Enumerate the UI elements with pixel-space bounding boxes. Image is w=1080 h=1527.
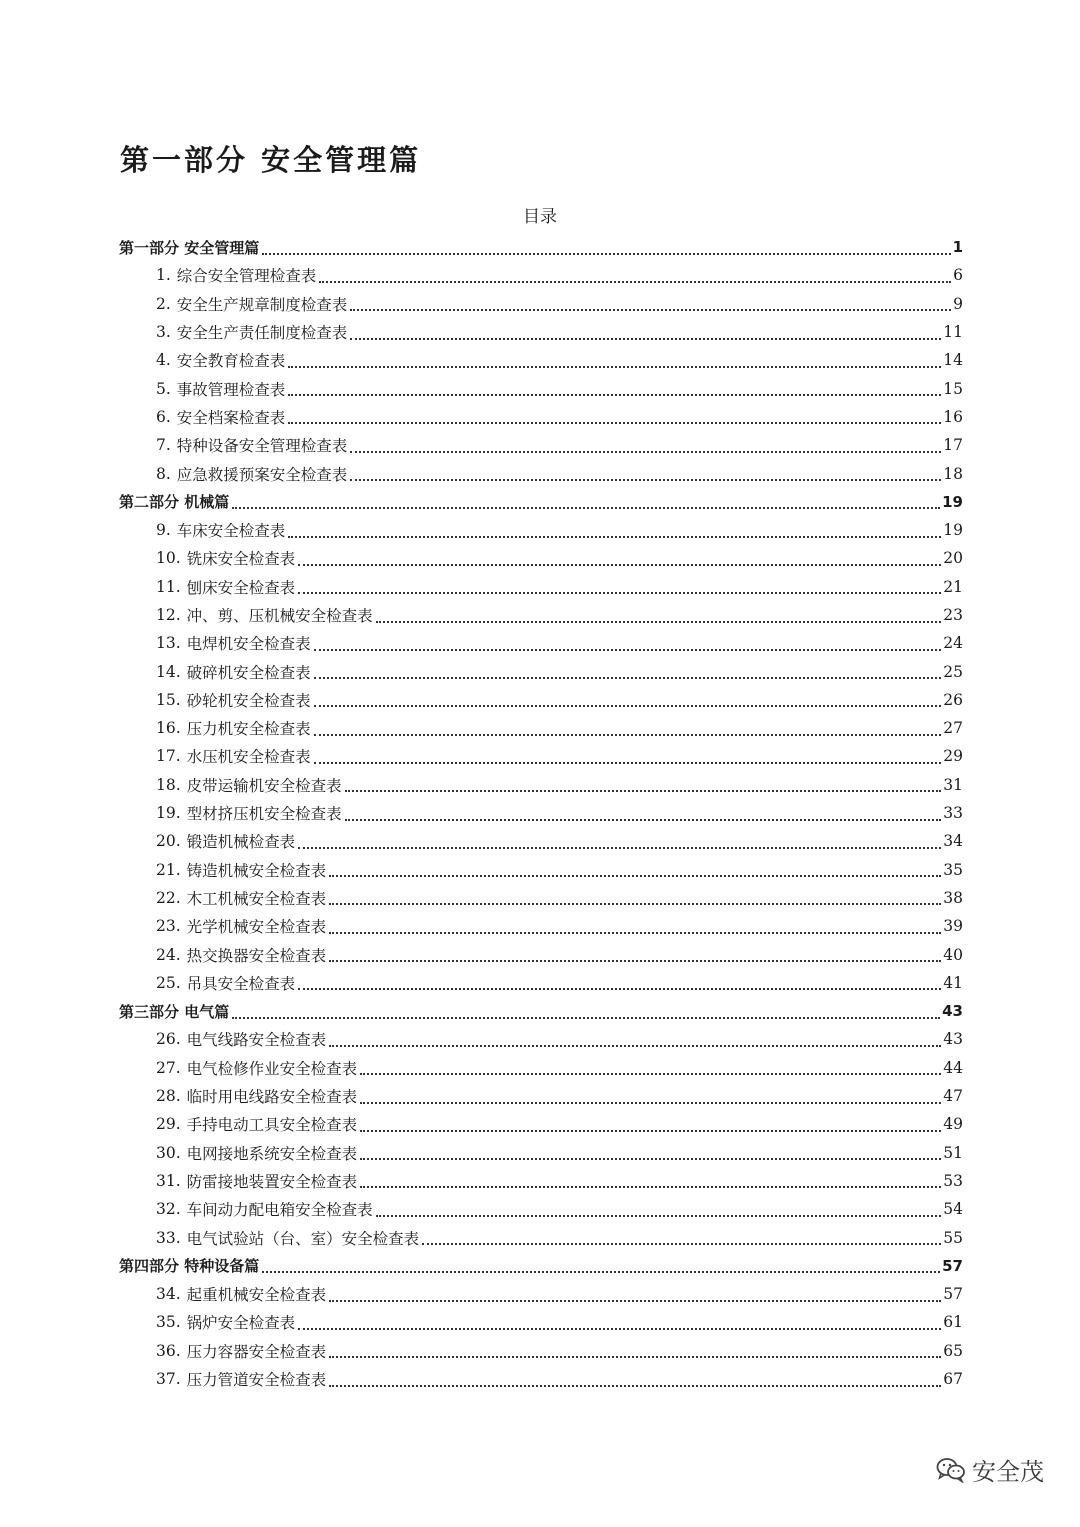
- watermark-text: 安全茂: [972, 1458, 1044, 1486]
- toc-leader-dots: [314, 648, 942, 651]
- toc-page-number: 57: [943, 1285, 963, 1304]
- toc-leader-dots: [329, 1044, 941, 1047]
- toc-entry-label: 第四部分 特种设备篇: [119, 1257, 260, 1276]
- toc-leader-dots: [314, 761, 942, 764]
- toc-entry-label: 压力管道安全检查表: [186, 1371, 327, 1390]
- toc-entry-number: 18.: [156, 775, 181, 794]
- toc-page-number: 1: [952, 238, 963, 257]
- toc-page-number: 61: [943, 1313, 963, 1332]
- toc-entry-number: 23.: [156, 917, 181, 936]
- toc-page-number: 34: [943, 832, 963, 851]
- toc-entry[interactable]: [119, 940, 963, 968]
- toc-page-number: 21: [943, 577, 963, 596]
- toc-leader-dots: [319, 280, 951, 283]
- toc-entry-label: 安全生产责任制度检查表: [176, 324, 348, 343]
- toc-entry-number: 6.: [156, 407, 171, 426]
- toc-entry-label: 光学机械安全检查表: [186, 918, 327, 937]
- page-title: 第一部分 安全管理篇: [120, 143, 422, 177]
- toc-entry-label: 水压机安全检查表: [186, 748, 311, 767]
- toc-entry-label: 吊具安全检查表: [186, 974, 296, 993]
- toc-entry-label: 事故管理检查表: [176, 380, 286, 399]
- toc-page-number: 51: [943, 1143, 963, 1162]
- toc-entry-label: 安全档案检查表: [176, 408, 286, 427]
- toc-page-number: 11: [943, 323, 963, 342]
- toc-entry-number: 14.: [156, 662, 181, 681]
- toc-leader-dots: [360, 1101, 941, 1104]
- toc-page-number: 40: [943, 945, 963, 964]
- toc-entry[interactable]: [119, 629, 963, 657]
- toc-entry-label: 电气线路安全检查表: [186, 1031, 327, 1050]
- toc-entry[interactable]: [119, 1223, 963, 1251]
- toc-entry-number: 15.: [156, 690, 181, 709]
- toc-leader-dots: [360, 1185, 941, 1188]
- toc-entry-label: 车床安全检查表: [176, 522, 286, 541]
- toc-part-entry[interactable]: [119, 488, 963, 516]
- toc-leader-dots: [329, 1355, 941, 1358]
- toc-entry[interactable]: [119, 1139, 963, 1167]
- toc-page-number: 19: [942, 492, 963, 511]
- toc-entry-number: 1.: [156, 266, 171, 285]
- toc-leader-dots: [288, 393, 941, 396]
- toc-entry-label: 铸造机械安全检查表: [186, 861, 327, 880]
- toc-leader-dots: [345, 789, 942, 792]
- toc-page-number: 25: [943, 662, 963, 681]
- toc-page-number: 33: [943, 804, 963, 823]
- toc-entry-number: 31.: [156, 1171, 181, 1190]
- toc-leader-dots: [376, 620, 942, 623]
- toc-page-number: 23: [943, 606, 963, 624]
- toc-page-number: 39: [943, 917, 963, 936]
- toc-page-number: 29: [943, 747, 963, 766]
- toc-page-number: 49: [943, 1115, 963, 1134]
- toc-entry[interactable]: [119, 431, 963, 459]
- toc-entry-label: 特种设备安全管理检查表: [176, 437, 348, 456]
- toc-leader-dots: [329, 931, 941, 934]
- toc-entry[interactable]: [119, 799, 963, 827]
- toc-entry[interactable]: [119, 1110, 963, 1138]
- toc-entry-label: 破碎机安全检查表: [186, 663, 311, 682]
- toc-leader-dots: [360, 1072, 941, 1075]
- toc-entry-label: 锻造机械检查表: [186, 833, 296, 852]
- toc-page-number: 15: [943, 379, 963, 398]
- toc-leader-dots: [329, 1299, 941, 1302]
- toc-entry-number: 9.: [156, 521, 171, 540]
- toc-entry-number: 4.: [156, 351, 171, 370]
- toc-entry[interactable]: [119, 1308, 963, 1336]
- toc-leader-dots: [350, 450, 941, 453]
- toc-entry-number: 29.: [156, 1115, 181, 1134]
- toc-leader-dots: [298, 1327, 941, 1330]
- toc-entry-label: 冲、剪、压机械安全检查表: [186, 607, 373, 625]
- toc-page-number: 14: [943, 351, 963, 370]
- toc-page-number: 47: [943, 1087, 963, 1106]
- toc-entry[interactable]: [119, 827, 963, 855]
- toc-entry[interactable]: [119, 912, 963, 940]
- toc-entry[interactable]: [119, 1337, 963, 1365]
- toc-entry-number: 11.: [156, 577, 181, 596]
- toc-page-number: 43: [942, 1002, 963, 1021]
- toc-page-number: 27: [943, 719, 963, 738]
- toc-leader-dots: [298, 846, 941, 849]
- toc-page-number: 67: [943, 1370, 963, 1389]
- toc-entry-label: 砂轮机安全检查表: [186, 691, 311, 710]
- toc-entry-label: 木工机械安全检查表: [186, 889, 327, 908]
- toc-entry-number: 30.: [156, 1143, 181, 1162]
- toc-entry-number: 17.: [156, 747, 181, 766]
- toc-entry-number: 24.: [156, 945, 181, 964]
- toc-page-number: 17: [943, 436, 963, 455]
- toc-entry-number: 8.: [156, 464, 171, 483]
- toc-page-number: 18: [943, 464, 963, 483]
- toc-entry-label: 刨床安全检查表: [186, 578, 296, 597]
- toc-page-number: 54: [943, 1200, 963, 1219]
- toc-page-number: 26: [943, 690, 963, 709]
- toc-entry-number: 19.: [156, 804, 181, 823]
- toc-entry-label: 应急救援预案安全检查表: [176, 465, 348, 484]
- toc-leader-dots: [345, 818, 942, 821]
- toc-page-number: 38: [943, 888, 963, 907]
- toc-leader-dots: [288, 365, 941, 368]
- toc-entry-label: 压力机安全检查表: [186, 720, 311, 739]
- toc-entry-label: 临时用电线路安全检查表: [186, 1088, 358, 1107]
- toc-entry-number: 10.: [156, 549, 181, 568]
- toc-part-entry[interactable]: [119, 997, 963, 1025]
- toc-entry-label: 铣床安全检查表: [186, 550, 296, 569]
- toc-page-number: 31: [943, 775, 963, 794]
- toc-entry-number: 36.: [156, 1341, 181, 1360]
- toc-entry[interactable]: [119, 1054, 963, 1082]
- toc-entry-label: 安全教育检查表: [176, 352, 286, 371]
- toc-entry[interactable]: [119, 403, 963, 431]
- toc-entry[interactable]: [119, 601, 963, 629]
- toc-entry[interactable]: [119, 459, 963, 487]
- toc-entry-number: 7.: [156, 436, 171, 455]
- toc-entry-number: 5.: [156, 379, 171, 398]
- toc-entry-number: 2.: [156, 294, 171, 313]
- toc-entry-label: 热交换器安全检查表: [186, 946, 327, 965]
- toc-entry[interactable]: [119, 969, 963, 997]
- toc-leader-dots: [232, 1016, 940, 1019]
- toc-entry-label: 压力容器安全检查表: [186, 1342, 327, 1361]
- toc-page-number: 24: [943, 634, 963, 653]
- toc-entry[interactable]: [119, 1167, 963, 1195]
- toc-entry[interactable]: [119, 771, 963, 799]
- toc-entry-label: 皮带运输机安全检查表: [186, 776, 342, 795]
- toc-leader-dots: [329, 902, 941, 905]
- toc-leader-dots: [329, 959, 941, 962]
- toc-entry-number: 21.: [156, 860, 181, 879]
- toc-entry[interactable]: [119, 686, 963, 714]
- toc-entry-label: 安全生产规章制度检查表: [176, 295, 348, 314]
- toc-leader-dots: [298, 563, 941, 566]
- toc-page-number: 19: [943, 521, 963, 540]
- toc-entry-number: 20.: [156, 832, 181, 851]
- toc-entry-label: 电焊机安全检查表: [186, 635, 311, 654]
- toc-entry-number: 37.: [156, 1370, 181, 1389]
- toc-page-number: 41: [943, 973, 963, 992]
- toc-leader-dots: [232, 506, 940, 509]
- toc-entry-number: 33.: [156, 1228, 181, 1247]
- toc-entry-number: 12.: [156, 606, 181, 624]
- toc-page-number: 43: [943, 1030, 963, 1049]
- toc-leader-dots: [350, 478, 941, 481]
- toc-leader-dots: [314, 733, 942, 736]
- toc-page-number: 20: [943, 549, 963, 568]
- toc-page-number: 16: [943, 407, 963, 426]
- toc-entry[interactable]: [119, 1195, 963, 1223]
- toc-entry-label: 防雷接地装置安全检查表: [186, 1172, 358, 1191]
- table-of-contents: [119, 233, 963, 1393]
- toc-page-number: 35: [943, 860, 963, 879]
- toc-entry[interactable]: [119, 346, 963, 374]
- toc-leader-dots: [298, 987, 941, 990]
- toc-leader-dots: [350, 308, 951, 311]
- toc-entry-number: 3.: [156, 323, 171, 342]
- toc-entry-number: 22.: [156, 888, 181, 907]
- toc-leader-dots: [376, 1214, 942, 1217]
- toc-entry-label: 第三部分 电气篇: [119, 1002, 230, 1021]
- watermark: [936, 1452, 1044, 1487]
- toc-page-number: 57: [942, 1256, 963, 1275]
- toc-page-number: 6: [953, 266, 963, 285]
- toc-leader-dots: [262, 252, 950, 255]
- toc-entry[interactable]: [119, 1280, 963, 1308]
- toc-entry[interactable]: [119, 374, 963, 402]
- toc-leader-dots: [262, 1270, 940, 1273]
- toc-leader-dots: [422, 1242, 941, 1245]
- toc-leader-dots: [360, 1157, 941, 1160]
- toc-entry-label: 综合安全管理检查表: [176, 267, 317, 286]
- toc-entry-number: 27.: [156, 1058, 181, 1077]
- toc-entry[interactable]: [119, 318, 963, 346]
- toc-page-number: 53: [943, 1171, 963, 1190]
- toc-page-number: 44: [943, 1058, 963, 1077]
- toc-entry-label: 起重机械安全检查表: [186, 1286, 327, 1305]
- toc-entry[interactable]: [119, 1082, 963, 1110]
- toc-entry-label: 电气检修作业安全检查表: [186, 1059, 358, 1078]
- toc-leader-dots: [288, 535, 941, 538]
- toc-entry-number: 28.: [156, 1087, 181, 1106]
- toc-entry-number: 16.: [156, 719, 181, 738]
- toc-entry-number: 35.: [156, 1313, 181, 1332]
- toc-entry-number: 25.: [156, 973, 181, 992]
- toc-entry[interactable]: [119, 884, 963, 912]
- toc-leader-dots: [329, 874, 941, 877]
- toc-entry[interactable]: [119, 657, 963, 685]
- toc-leader-dots: [314, 676, 942, 679]
- toc-entry[interactable]: [119, 856, 963, 884]
- toc-entry[interactable]: [119, 742, 963, 770]
- toc-page-number: 55: [943, 1228, 963, 1247]
- toc-entry[interactable]: [119, 1025, 963, 1053]
- toc-entry[interactable]: [119, 714, 963, 742]
- toc-entry-number: 34.: [156, 1285, 181, 1304]
- toc-leader-dots: [329, 1384, 941, 1387]
- toc-page-number: 65: [943, 1341, 963, 1360]
- toc-entry-number: 13.: [156, 634, 181, 653]
- toc-part-entry[interactable]: [119, 233, 963, 261]
- toc-leader-dots: [298, 591, 941, 594]
- toc-entry-label: 锅炉安全检查表: [186, 1314, 296, 1333]
- toc-leader-dots: [288, 421, 941, 424]
- toc-part-entry[interactable]: [119, 1252, 963, 1280]
- toc-entry[interactable]: [119, 544, 963, 572]
- toc-leader-dots: [314, 704, 942, 707]
- toc-entry[interactable]: [119, 290, 963, 318]
- toc-entry[interactable]: [119, 261, 963, 289]
- toc-page-number: 9: [953, 294, 963, 313]
- toc-entry-number: 26.: [156, 1030, 181, 1049]
- wechat-icon: [936, 1457, 966, 1483]
- toc-entry-label: 电气试验站（台、室）安全检查表: [186, 1229, 420, 1248]
- toc-entry[interactable]: [119, 1365, 963, 1393]
- toc-heading: 目录: [523, 207, 557, 227]
- toc-entry-label: 车间动力配电箱安全检查表: [186, 1201, 373, 1220]
- toc-entry[interactable]: [119, 573, 963, 601]
- toc-entry-label: 手持电动工具安全检查表: [186, 1116, 358, 1135]
- toc-leader-dots: [350, 337, 941, 340]
- toc-entry[interactable]: [119, 516, 963, 544]
- toc-entry-label: 第二部分 机械篇: [119, 493, 230, 512]
- toc-entry-label: 型材挤压机安全检查表: [186, 805, 342, 824]
- toc-entry-label: 电网接地系统安全检查表: [186, 1144, 358, 1163]
- toc-leader-dots: [360, 1129, 941, 1132]
- toc-entry-number: 32.: [156, 1200, 181, 1219]
- toc-entry-label: 第一部分 安全管理篇: [119, 238, 260, 257]
